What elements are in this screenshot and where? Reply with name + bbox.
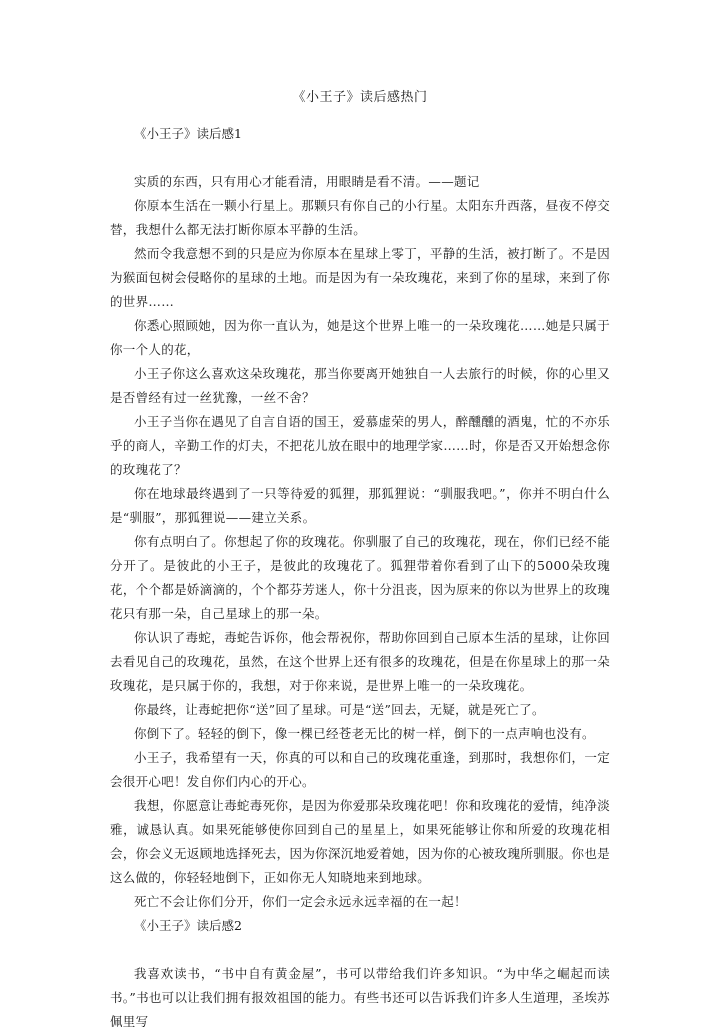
paragraph: 你有点明白了。你想起了你的玫瑰花。你驯服了自己的玫瑰花，现在，你们已经不能分开了。是彼此的小王子，是彼此的玫瑰花了。狐狸带着你看到了山下的5000朵玫瑰花，个个都是娇滴滴的，个个都芬芳迷人，你十分沮丧，因为原来的你以为世界上的玫瑰花只有那一朵，自己星球上的那一朵。 <box>110 534 610 621</box>
blank-line <box>110 146 610 170</box>
paragraph: 我想，你愿意让毒蛇毒死你，是因为你爱那朵玫瑰花吧！你和玫瑰花的爱情，纯净淡雅，诚恳认真。如果死能够使你回到自己的星星上，如果死能够让你和所爱的玫瑰花相会，你会义无返顾地选择死去，因为你深沉地爱着她，因为你的心被玫瑰所驯服。你也是这么做的，你轻轻地倒下，正如你无人知晓地来到地球。 <box>110 798 610 885</box>
paragraph: 死亡不会让你们分开，你们一定会永远永远幸福的在一起！ <box>134 894 467 909</box>
paragraph: 实质的东西，只有用心才能看清，用眼睛是看不清。——题记 <box>134 174 480 189</box>
section-heading-1: 《小王子》读后感1 <box>134 126 242 141</box>
document-title: 《小王子》读后感热门 <box>292 90 428 105</box>
paragraph: 小王子你这么喜欢这朵玫瑰花，那当你要离开她独自一人去旅行的时候，你的心里又是否曾经有过一丝犹豫，一丝不舍？ <box>110 366 610 405</box>
paragraph: 小王子当你在遇见了自言自语的国王，爱慕虚荣的男人，醉醺醺的酒鬼，忙的不亦乐乎的商人，辛勤工作的灯夫，不把花儿放在眼中的地理学家……时，你是否又开始想念你的玫瑰花了？ <box>110 414 610 477</box>
paragraph: 你认识了毒蛇，毒蛇告诉你，他会帮祝你，帮助你回到自己原本生活的星球，让你回去看见自己的玫瑰花，虽然，在这个世界上还有很多的玫瑰花，但是在你星球上的那一朵玫瑰花，是只属于你的，我想，对于你来说，是世界上唯一的一朵玫瑰花。 <box>110 630 610 693</box>
paragraph: 你在地球最终遇到了一只等待爱的狐狸，那狐狸说：“驯服我吧。”，你并不明白什么是“驯服”，那狐狸说——建立关系。 <box>110 486 610 525</box>
blank-line <box>110 938 610 962</box>
paragraph: 你原本生活在一颗小行星上。那颗只有你自己的小行星。太阳东升西落，昼夜不停交替，我想什么都无法打断你原本平静的生活。 <box>110 198 610 237</box>
paragraph: 你悉心照顾她，因为你一直认为，她是这个世界上唯一的一朵玫瑰花……她是只属于你一个人的花， <box>110 318 610 357</box>
paragraph: 小王子，我希望有一天，你真的可以和自己的玫瑰花重逢，到那时，我想你们，一定会很开心吧！发自你们内心的开心。 <box>110 750 610 789</box>
paragraph: 我喜欢读书，“书中自有黄金屋”，书可以带给我们许多知识。“为中华之崛起而读书。”书也可以让我们拥有报效祖国的能力。有些书还可以告诉我们许多人生道理，圣埃苏佩里写 <box>110 966 610 1029</box>
paragraph: 你最终，让毒蛇把你“送”回了星球。可是“送”回去，无疑，就是死亡了。 <box>134 702 545 717</box>
section-2-body <box>110 962 610 1034</box>
paragraph: 然而令我意想不到的只是应为你原本在星球上零丁，平静的生活，被打断了。不是因为猴面包树会侵略你的星球的土地。而是因为有一朵玫瑰花，来到了你的星球，来到了你的世界…… <box>110 246 610 309</box>
section-heading-2: 《小王子》读后感2 <box>134 918 242 933</box>
section-1-body <box>110 170 610 914</box>
document-page <box>110 88 610 1034</box>
paragraph: 你倒下了。轻轻的倒下，像一棵已经苍老无比的树一样，倒下的一点声响也没有。 <box>134 726 595 741</box>
